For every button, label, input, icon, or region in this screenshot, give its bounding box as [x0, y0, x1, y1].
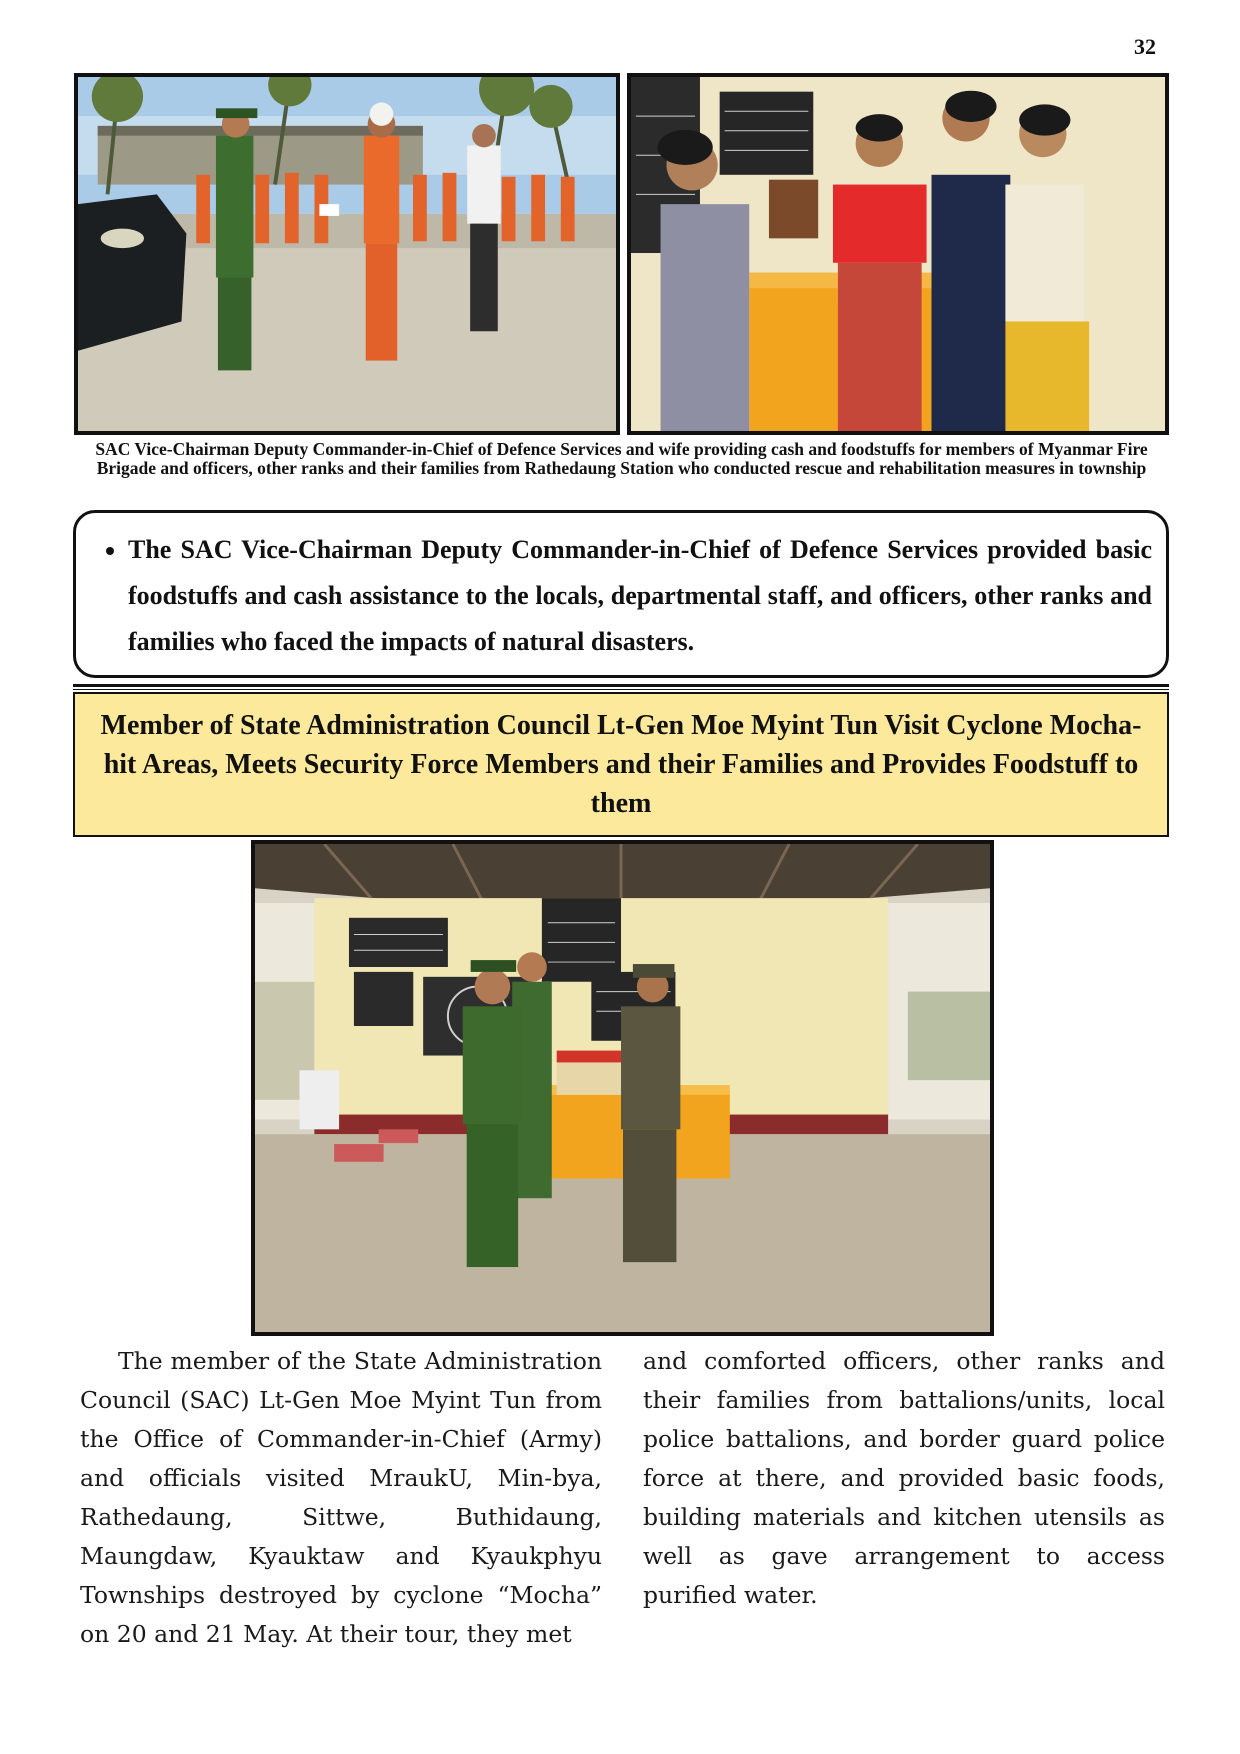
- photo-main-foodstuff-presentation: [251, 840, 994, 1336]
- headline-box: [73, 692, 1169, 837]
- photo-fire-brigade-cash: [74, 73, 620, 435]
- photo-women-foodstuffs: [627, 73, 1169, 435]
- article-left-column: The member of the State Administration Council (SAC) Lt-Gen Moe Myint Tun from the Office of Commander-in-Chief (Army) and officials visited MraukU, Min-bya, Rathedaung, Sittwe, Buthidaung, Maungdaw, Kyauktaw and Kyaukphyu Townships destroyed by cyclone “Mocha” on 20 and 21 May. At their tour, they met: [80, 1347, 602, 1648]
- page-number: 32: [1134, 34, 1156, 59]
- summary-bullet: • The SAC Vice-Chairman Deputy Commander-in-Chief of Defence Services provided basic foodstuffs and cash assistance to the locals, departmental staff, and officers, other ranks and families who faced the impacts of natural disasters.: [128, 527, 1152, 665]
- divider-thin: [73, 689, 1169, 690]
- article-right-column: and comforted officers, other ranks and their families from battalions/units, local police battalions, and border guard police force at there, and provided basic foods, building materials and kitchen utensils as well as gave arrangement to access purified water.: [643, 1347, 1165, 1609]
- photo-caption: SAC Vice-Chairman Deputy Commander-in-Chief of Defence Services and wife providing cash and foodstuffs for members of Myanmar Fire Brigade and officers, other ranks and their families from Rathedaung Station who conducted rescue and rehabilitation measures in township: [95, 439, 1148, 478]
- divider-thick: [73, 684, 1169, 687]
- summary-box: [73, 510, 1169, 678]
- headline: Member of State Administration Council Lt-Gen Moe Myint Tun Visit Cyclone Mocha-hit Areas, Meets Security Force Members and their Families and Provides Foodstuff to them: [100, 710, 1142, 819]
